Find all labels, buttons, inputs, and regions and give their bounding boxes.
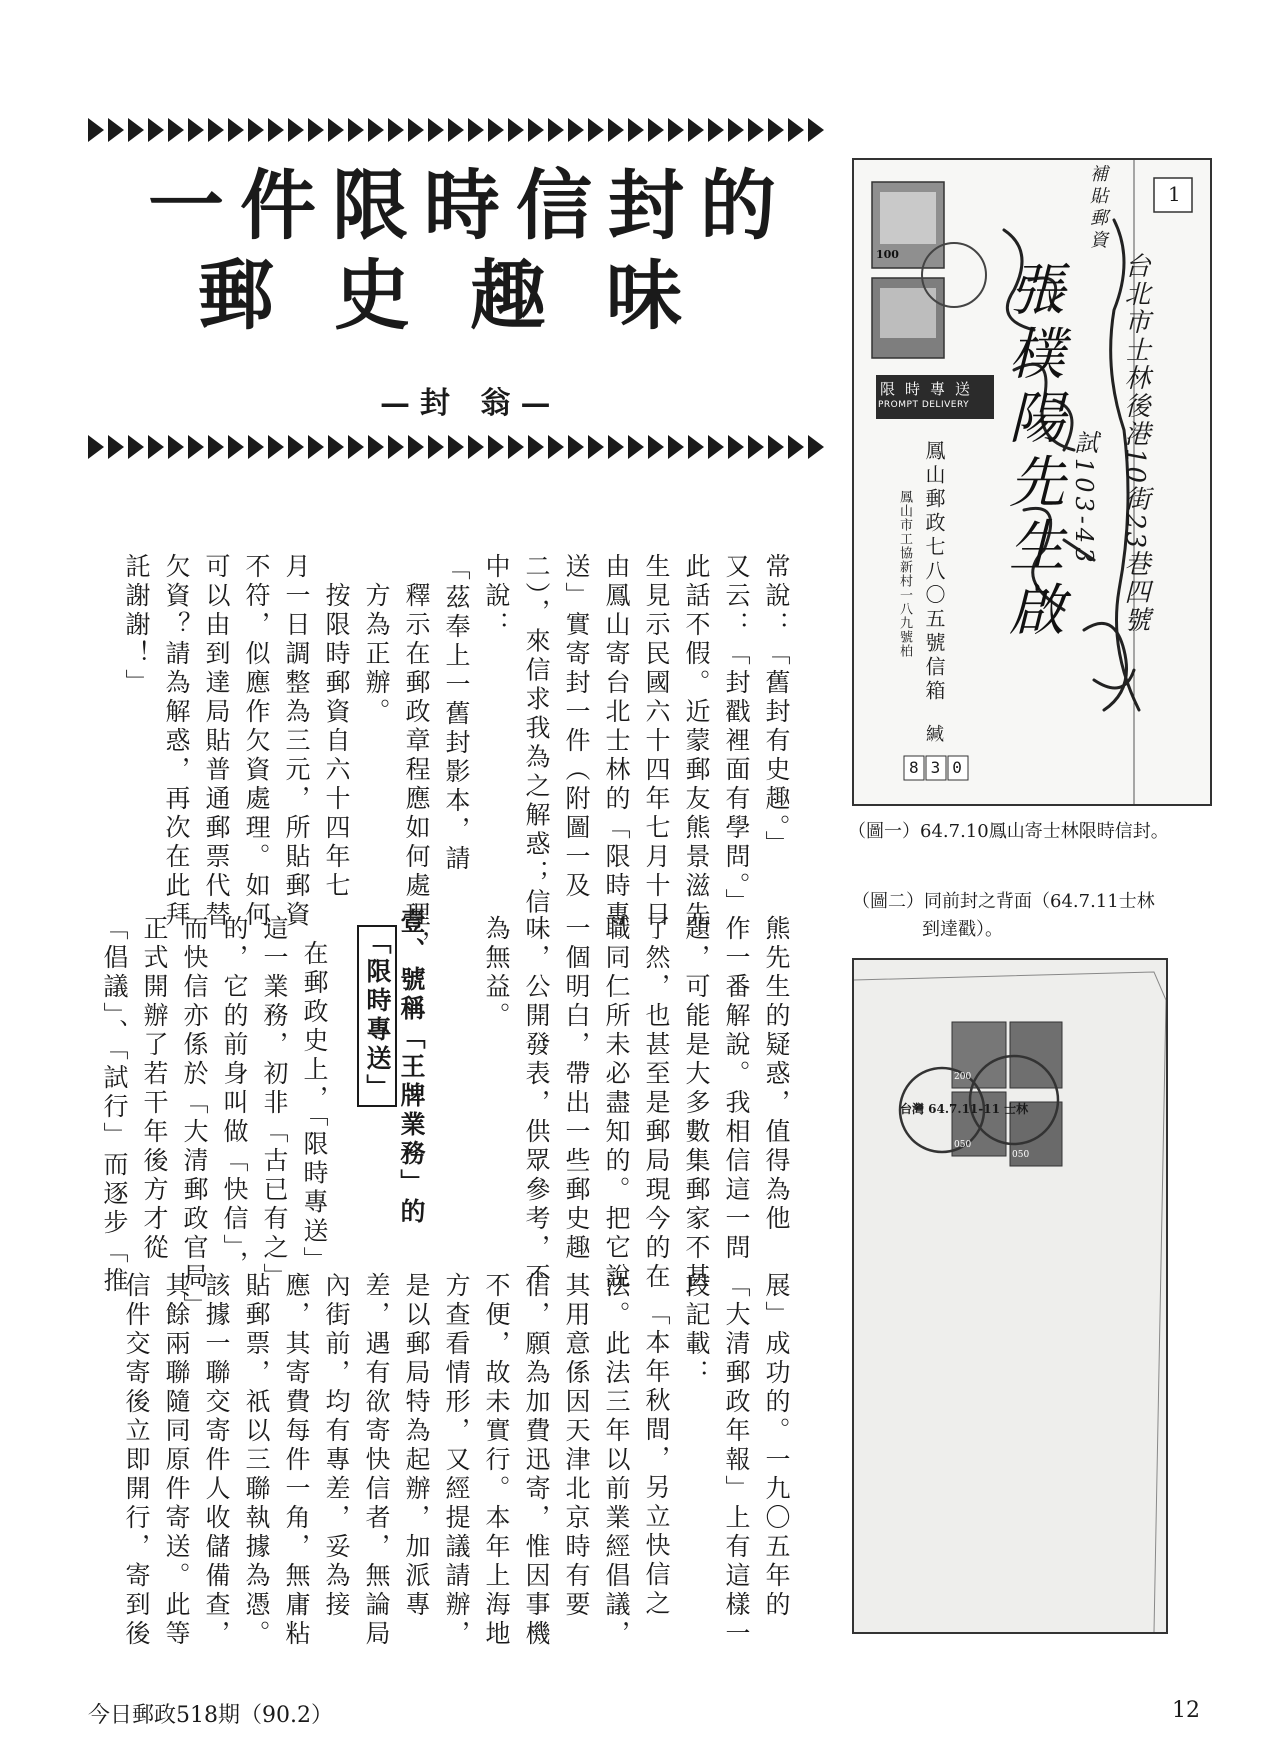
triangle-ornament <box>88 435 104 459</box>
triangle-ornament <box>308 118 324 142</box>
triangle-ornament <box>528 435 544 459</box>
top-box-number: 1 <box>1168 182 1181 206</box>
delivery-label-zh: 限時專送 <box>880 380 981 398</box>
text-column: 其用意係因天津北京時有要 <box>562 1272 591 1620</box>
triangle-ornament <box>588 435 604 459</box>
triangle-ornament <box>368 435 384 459</box>
triangle-ornament <box>668 118 684 142</box>
text-column: 貼郵票，祇以三聯執據為憑。 <box>242 1272 271 1649</box>
text-column: 常說：「舊封有史趣。」 <box>762 553 791 860</box>
text-column: 中說： <box>482 553 511 640</box>
postmark-text: 台灣 64.7.11-11 士林 <box>900 1102 1029 1116</box>
text-column: 了然，也甚至是郵局現今的在 <box>642 915 671 1292</box>
triangle-ornament <box>388 435 404 459</box>
text-column: 信，願為加費迅寄，惟因事機 <box>522 1272 551 1649</box>
triangle-ornament <box>248 118 264 142</box>
triangle-ornament <box>288 118 304 142</box>
text-column: 「茲奉上一舊封影本，請 <box>442 555 471 874</box>
section-heading-boxed: 「限時專送」 <box>357 925 397 1107</box>
triangle-ornament <box>448 435 464 459</box>
triangle-ornament <box>528 118 544 142</box>
triangle-ornament <box>748 435 764 459</box>
triangle-ornament <box>88 118 104 142</box>
text-column: 這一業務，初非「古已有之」 <box>260 915 289 1292</box>
article-title-line1: 一件限時信封的 <box>148 161 792 250</box>
text-column: 一個明白，帶出一些郵史趣 <box>562 915 591 1263</box>
triangle-ornament <box>128 435 144 459</box>
text-column: 二），來信求我為之解惑；信 <box>522 553 551 918</box>
triangle-ornament <box>788 118 804 142</box>
decorative-border-bottom <box>88 432 838 462</box>
postal-code: 830 <box>909 758 974 777</box>
text-column: 可以由到達局貼普通郵票代替 <box>202 553 231 930</box>
text-column: 法。此法三年以前業經倡議， <box>602 1272 631 1649</box>
text-column: 「本年秋間，另立快信之 <box>642 1300 671 1619</box>
text-column: 展」成功的。一九〇五年的 <box>762 1272 791 1620</box>
text-column: 不符，似應作欠資處理。如何 <box>242 553 271 930</box>
text-column: 不便，故未實行。本年上海地 <box>482 1272 511 1649</box>
triangle-ornament <box>188 118 204 142</box>
text-column: 熊先生的疑惑，值得為他 <box>762 915 791 1234</box>
triangle-ornament <box>688 435 704 459</box>
text-column: 內街前，均有專差，妥為接 <box>322 1272 351 1620</box>
triangle-ornament <box>188 435 204 459</box>
triangle-ornament <box>288 435 304 459</box>
triangle-ornament <box>148 118 164 142</box>
text-column: 又云：「封戳裡面有學問。」 <box>722 553 751 918</box>
figure1-envelope-image <box>852 158 1212 806</box>
triangle-ornament <box>168 435 184 459</box>
triangle-ornament <box>468 118 484 142</box>
decorative-border-top <box>88 115 838 145</box>
triangle-ornament <box>628 118 644 142</box>
triangle-ornament <box>488 118 504 142</box>
triangle-ornament <box>608 118 624 142</box>
triangle-ornament <box>348 118 364 142</box>
text-column: 由鳳山寄台北士林的「限時專 <box>602 553 631 930</box>
triangle-ornament <box>408 435 424 459</box>
triangle-ornament <box>768 435 784 459</box>
handwritten-note-top: 補貼郵資 <box>1087 164 1108 252</box>
text-column: 生見示民國六十四年七月十日 <box>642 553 671 930</box>
triangle-ornament <box>228 435 244 459</box>
triangle-ornament <box>428 435 444 459</box>
triangle-ornament <box>208 435 224 459</box>
text-column: 信件交寄後立即開行，寄到後 <box>122 1272 151 1649</box>
triangle-ornament <box>408 118 424 142</box>
text-column: 其餘兩聯隨同原件寄送。此等 <box>162 1272 191 1649</box>
triangle-ornament <box>108 435 124 459</box>
triangle-ornament <box>668 435 684 459</box>
triangle-ornament <box>268 118 284 142</box>
triangle-ornament <box>748 118 764 142</box>
triangle-ornament <box>168 118 184 142</box>
triangle-ornament <box>728 118 744 142</box>
delivery-label-en: PROMPT DELIVERY <box>878 400 970 410</box>
text-column: 味，公開發表，供眾參考，不 <box>522 915 551 1292</box>
text-column: 送」實寄封一件（附圖一及 <box>562 553 591 901</box>
text-column: 按限時郵資自六十四年七 <box>322 582 351 901</box>
text-column: 為無益。 <box>482 915 511 1031</box>
handwritten-note: 試103-43 <box>1070 430 1098 567</box>
text-column: 題，可能是大多數集郵家不甚 <box>682 915 711 1292</box>
text-column: 釋示在郵政章程應如何處理， <box>402 582 431 959</box>
triangle-ornament <box>708 435 724 459</box>
text-column: 託謝謝！」 <box>122 553 151 698</box>
stamp-value: 100 <box>876 248 899 261</box>
triangle-ornament <box>628 435 644 459</box>
triangle-ornament <box>808 118 824 142</box>
sender-address: 鳳山郵政七八〇五號信箱 <box>922 440 946 704</box>
triangle-ornament <box>468 435 484 459</box>
triangle-ornament <box>768 118 784 142</box>
triangle-ornament <box>508 118 524 142</box>
stamp-value-a: 200 <box>954 1072 972 1082</box>
triangle-ornament <box>788 435 804 459</box>
triangle-ornament <box>548 118 564 142</box>
triangle-ornament <box>708 118 724 142</box>
triangle-ornament <box>568 118 584 142</box>
triangle-ornament <box>208 118 224 142</box>
text-column: 職同仁所未必盡知的。把它說 <box>602 915 631 1292</box>
text-column: 「倡議」、「試行」而逐步「推 <box>100 915 129 1296</box>
triangle-ornament <box>428 118 444 142</box>
triangle-ornament <box>648 435 664 459</box>
triangle-ornament <box>248 435 264 459</box>
text-column: 在郵政史上，「限時專送」 <box>300 940 329 1276</box>
triangle-ornament <box>648 118 664 142</box>
triangle-ornament <box>268 435 284 459</box>
triangle-ornament <box>348 435 364 459</box>
triangle-ornament <box>228 118 244 142</box>
triangle-ornament <box>568 435 584 459</box>
triangle-ornament <box>388 118 404 142</box>
stamp-value-c: 050 <box>954 1140 972 1150</box>
triangle-ornament <box>808 435 824 459</box>
handwritten-recipient-address: 台北市士林後港10街23巷四號 <box>1120 252 1150 635</box>
triangle-ornament <box>688 118 704 142</box>
figure2-caption-line2: 到達戳）。 <box>922 919 1003 940</box>
triangle-ornament <box>328 435 344 459</box>
text-column: 此話不假。近蒙郵友熊景滋先 <box>682 553 711 930</box>
text-column: 應，其寄費每件一角，無庸粘 <box>282 1272 311 1649</box>
text-column: 月一日調整為三元，所貼郵資 <box>282 553 311 930</box>
text-column: 段記載： <box>682 1272 711 1388</box>
figure2-caption-line1: （圖二）同前封之背面（64.7.11士林 <box>852 891 1155 912</box>
triangle-ornament <box>148 435 164 459</box>
triangle-ornament <box>728 435 744 459</box>
triangle-ornament <box>608 435 624 459</box>
text-column: 差，遇有欲寄快信者，無論局 <box>362 1272 391 1649</box>
stamp-value-b: 050 <box>1012 1150 1030 1160</box>
figure1-caption: （圖一）64.7.10鳳山寄士林限時信封。 <box>848 821 1169 842</box>
triangle-ornament <box>308 435 324 459</box>
triangle-ornament <box>368 118 384 142</box>
triangle-ornament <box>588 118 604 142</box>
triangle-ornament <box>548 435 564 459</box>
text-column: 正式開辦了若干年後方才從 <box>140 915 169 1263</box>
triangle-ornament <box>128 118 144 142</box>
text-column: 方為正辦。 <box>362 582 391 727</box>
text-column: 作一番解說。我相信這一問 <box>722 915 751 1263</box>
section-heading: 壹、號稱「王牌業務」的 <box>397 908 426 1227</box>
triangle-ornament <box>508 435 524 459</box>
footer-page-number: 12 <box>1172 1698 1200 1723</box>
text-column: 而快信亦係於「大清郵政官局」 <box>180 915 209 1321</box>
text-column: 「大清郵政年報」上有這樣一 <box>722 1272 751 1649</box>
footer-issue: 今日郵政518期（90.2） <box>88 1703 333 1728</box>
handwritten-recipient-name: 張樸陽先生啟 <box>1000 260 1065 644</box>
text-column: 方查看情形，又經提議請辦， <box>442 1272 471 1649</box>
article-title-line2: 郵史趣味 <box>198 251 742 340</box>
sender-seal: 緘 <box>926 724 944 745</box>
triangle-ornament <box>448 118 464 142</box>
text-column: 該據一聯交寄件人收儲備查， <box>202 1272 231 1649</box>
figure2-envelope-back-image <box>852 958 1168 1634</box>
author-byline: —封 翁— <box>380 386 561 421</box>
sender-address-detail: 鳳山市工協新村一八九號柏 <box>897 490 912 658</box>
text-column: 欠資？請為解惑，再次在此拜 <box>162 553 191 930</box>
triangle-ornament <box>108 118 124 142</box>
text-column: 是以郵局特為起辦，加派專 <box>402 1272 431 1620</box>
triangle-ornament <box>488 435 504 459</box>
triangle-ornament <box>328 118 344 142</box>
text-column: 的，它的前身叫做「快信」， <box>220 915 249 1280</box>
